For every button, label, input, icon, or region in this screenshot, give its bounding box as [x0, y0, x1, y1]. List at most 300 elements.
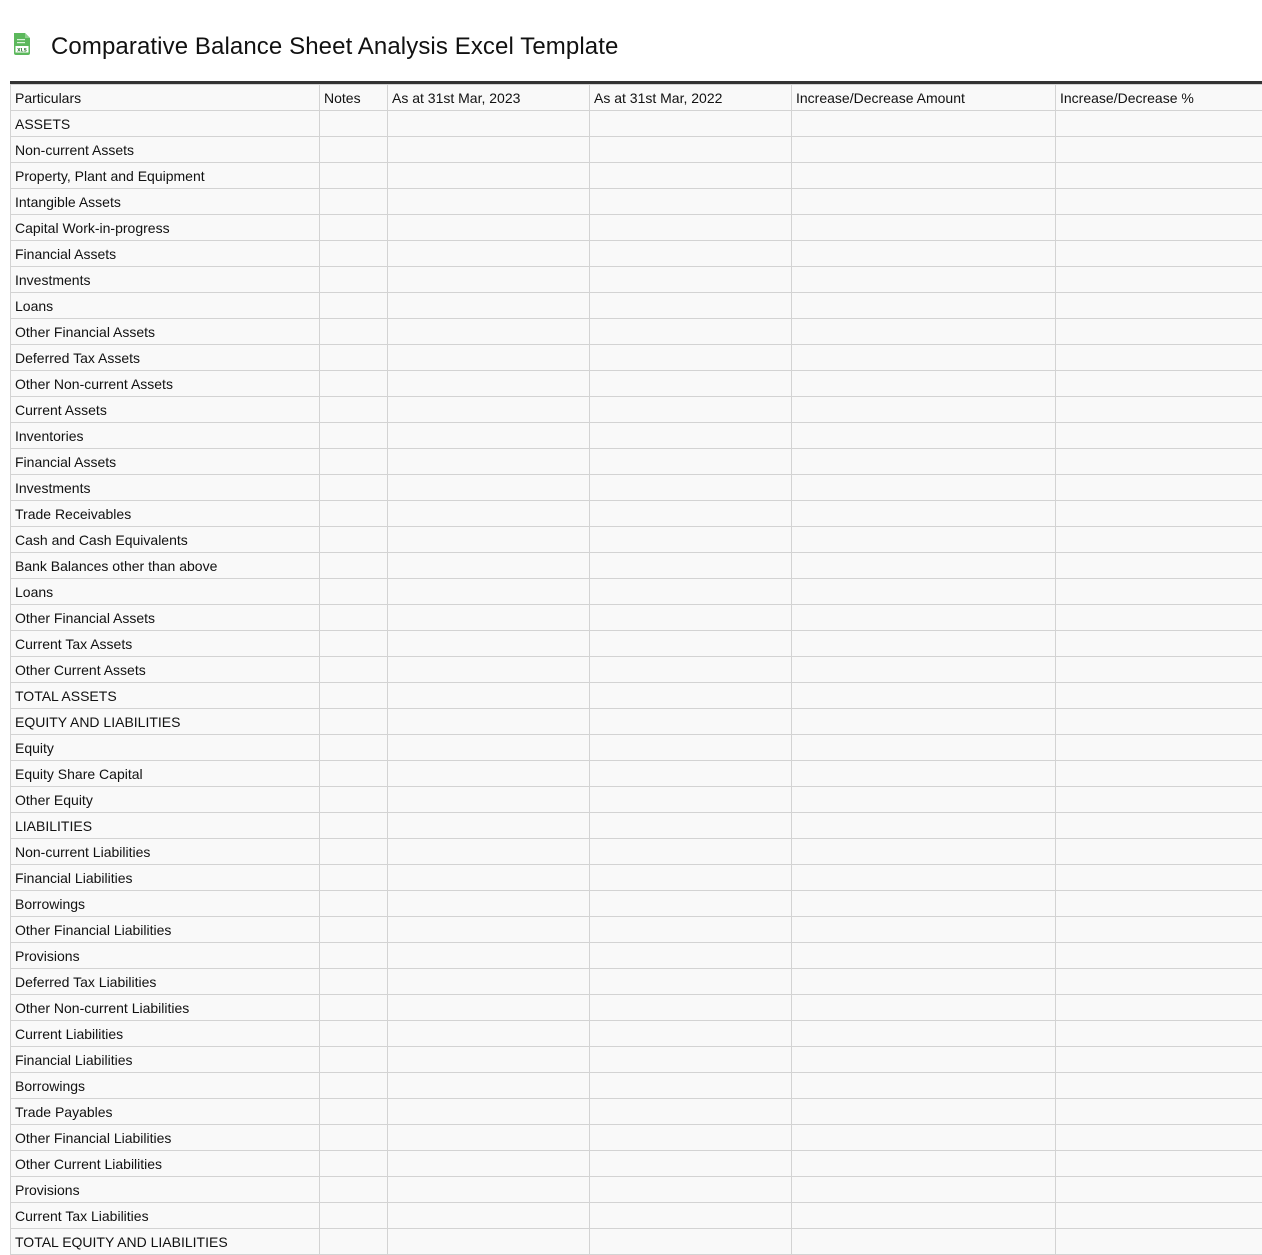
- cell-notes[interactable]: [320, 293, 388, 319]
- cell-fy2022[interactable]: [590, 1073, 792, 1099]
- cell-fy2023[interactable]: [388, 111, 590, 137]
- cell-change-pct[interactable]: [1056, 397, 1262, 423]
- cell-fy2023[interactable]: [388, 891, 590, 917]
- table-row: [11, 1073, 1262, 1099]
- cell-change-amount[interactable]: [792, 189, 1056, 215]
- cell-change-pct[interactable]: [1056, 371, 1262, 397]
- cell-notes[interactable]: [320, 137, 388, 163]
- cell-change-amount[interactable]: [792, 1177, 1056, 1203]
- cell-notes[interactable]: [320, 189, 388, 215]
- cell-fy2023[interactable]: [388, 943, 590, 969]
- cell-change-pct[interactable]: [1056, 839, 1262, 865]
- table-row: [11, 1177, 1262, 1203]
- cell-change-pct[interactable]: [1056, 813, 1262, 839]
- cell-fy2022[interactable]: [590, 631, 792, 657]
- cell-change-pct[interactable]: [1056, 189, 1262, 215]
- cell-change-pct[interactable]: [1056, 553, 1262, 579]
- cell-notes[interactable]: [320, 1125, 388, 1151]
- cell-particulars: Financial Liabilities: [11, 1047, 320, 1073]
- cell-change-amount[interactable]: [792, 293, 1056, 319]
- table-row: [11, 475, 1262, 501]
- cell-notes[interactable]: [320, 111, 388, 137]
- cell-change-amount[interactable]: [792, 813, 1056, 839]
- cell-fy2022[interactable]: [590, 579, 792, 605]
- table-row: [11, 631, 1262, 657]
- cell-notes[interactable]: [320, 709, 388, 735]
- table-row: [11, 345, 1262, 371]
- cell-change-amount[interactable]: [792, 1073, 1056, 1099]
- cell-change-pct[interactable]: [1056, 215, 1262, 241]
- cell-notes[interactable]: [320, 969, 388, 995]
- cell-fy2023[interactable]: [388, 215, 590, 241]
- table-header-row: [11, 85, 1262, 111]
- cell-change-amount[interactable]: [792, 995, 1056, 1021]
- cell-fy2022[interactable]: [590, 761, 792, 787]
- cell-particulars: Trade Payables: [11, 1099, 320, 1125]
- cell-particulars: Other Non-current Liabilities: [11, 995, 320, 1021]
- cell-fy2022[interactable]: [590, 319, 792, 345]
- table-row: [11, 1203, 1262, 1229]
- cell-change-amount[interactable]: [792, 1099, 1056, 1125]
- cell-fy2023[interactable]: [388, 1177, 590, 1203]
- cell-fy2023[interactable]: [388, 917, 590, 943]
- cell-change-amount[interactable]: [792, 527, 1056, 553]
- cell-change-pct[interactable]: [1056, 1047, 1262, 1073]
- cell-fy2023[interactable]: [388, 475, 590, 501]
- cell-change-pct[interactable]: [1056, 267, 1262, 293]
- cell-change-pct[interactable]: [1056, 1229, 1262, 1255]
- cell-particulars: Deferred Tax Liabilities: [11, 969, 320, 995]
- cell-particulars: Intangible Assets: [11, 189, 320, 215]
- cell-change-pct[interactable]: [1056, 1073, 1262, 1099]
- cell-notes[interactable]: [320, 735, 388, 761]
- cell-fy2022[interactable]: [590, 917, 792, 943]
- cell-change-pct[interactable]: [1056, 761, 1262, 787]
- cell-change-pct[interactable]: [1056, 1177, 1262, 1203]
- cell-fy2023[interactable]: [388, 787, 590, 813]
- table-row: [11, 735, 1262, 761]
- cell-notes[interactable]: [320, 501, 388, 527]
- table-row: [11, 657, 1262, 683]
- cell-fy2022[interactable]: [590, 553, 792, 579]
- cell-fy2022[interactable]: [590, 163, 792, 189]
- cell-notes[interactable]: [320, 1177, 388, 1203]
- table-row: [11, 1047, 1262, 1073]
- cell-fy2023[interactable]: [388, 137, 590, 163]
- cell-fy2022[interactable]: [590, 371, 792, 397]
- cell-fy2022[interactable]: [590, 995, 792, 1021]
- cell-notes[interactable]: [320, 839, 388, 865]
- cell-change-amount[interactable]: [792, 891, 1056, 917]
- cell-particulars: Inventories: [11, 423, 320, 449]
- cell-change-pct[interactable]: [1056, 501, 1262, 527]
- cell-change-amount[interactable]: [792, 865, 1056, 891]
- cell-fy2023[interactable]: [388, 631, 590, 657]
- cell-particulars: Cash and Cash Equivalents: [11, 527, 320, 553]
- cell-change-pct[interactable]: [1056, 735, 1262, 761]
- cell-fy2022[interactable]: [590, 475, 792, 501]
- table-row: [11, 553, 1262, 579]
- cell-fy2022[interactable]: [590, 683, 792, 709]
- cell-fy2023[interactable]: [388, 761, 590, 787]
- cell-notes[interactable]: [320, 917, 388, 943]
- cell-fy2022[interactable]: [590, 111, 792, 137]
- cell-particulars: Current Liabilities: [11, 1021, 320, 1047]
- cell-fy2023[interactable]: [388, 527, 590, 553]
- cell-change-amount[interactable]: [792, 163, 1056, 189]
- table-row: [11, 215, 1262, 241]
- cell-fy2023[interactable]: [388, 553, 590, 579]
- cell-change-pct[interactable]: [1056, 683, 1262, 709]
- cell-notes[interactable]: [320, 683, 388, 709]
- cell-change-amount[interactable]: [792, 371, 1056, 397]
- cell-particulars: Provisions: [11, 1177, 320, 1203]
- cell-fy2023[interactable]: [388, 839, 590, 865]
- cell-notes[interactable]: [320, 1203, 388, 1229]
- cell-change-pct[interactable]: [1056, 1125, 1262, 1151]
- column-header-fy2022: As at 31st Mar, 2022: [590, 85, 792, 111]
- cell-notes[interactable]: [320, 475, 388, 501]
- cell-fy2022[interactable]: [590, 943, 792, 969]
- cell-notes[interactable]: [320, 761, 388, 787]
- cell-notes[interactable]: [320, 579, 388, 605]
- cell-change-pct[interactable]: [1056, 865, 1262, 891]
- cell-notes[interactable]: [320, 865, 388, 891]
- table-row: [11, 1151, 1262, 1177]
- table-row: [11, 501, 1262, 527]
- balance-sheet-table-container: [10, 81, 1262, 1255]
- cell-change-pct[interactable]: [1056, 1099, 1262, 1125]
- cell-notes[interactable]: [320, 657, 388, 683]
- cell-fy2023[interactable]: [388, 371, 590, 397]
- cell-fy2022[interactable]: [590, 267, 792, 293]
- table-row: [11, 267, 1262, 293]
- cell-change-amount[interactable]: [792, 969, 1056, 995]
- cell-particulars: Borrowings: [11, 891, 320, 917]
- cell-fy2023[interactable]: [388, 709, 590, 735]
- cell-change-pct[interactable]: [1056, 241, 1262, 267]
- cell-particulars: Equity Share Capital: [11, 761, 320, 787]
- table-row: [11, 293, 1262, 319]
- cell-change-amount[interactable]: [792, 241, 1056, 267]
- cell-change-pct[interactable]: [1056, 891, 1262, 917]
- cell-change-amount[interactable]: [792, 1125, 1056, 1151]
- cell-fy2022[interactable]: [590, 657, 792, 683]
- cell-fy2023[interactable]: [388, 579, 590, 605]
- cell-change-amount[interactable]: [792, 657, 1056, 683]
- cell-change-amount[interactable]: [792, 423, 1056, 449]
- table-row: [11, 813, 1262, 839]
- cell-particulars: Other Financial Assets: [11, 319, 320, 345]
- cell-fy2023[interactable]: [388, 1021, 590, 1047]
- cell-fy2023[interactable]: [388, 1229, 590, 1255]
- cell-fy2022[interactable]: [590, 449, 792, 475]
- cell-notes[interactable]: [320, 449, 388, 475]
- table-row: [11, 423, 1262, 449]
- table-row: [11, 839, 1262, 865]
- cell-fy2023[interactable]: [388, 605, 590, 631]
- cell-change-amount[interactable]: [792, 215, 1056, 241]
- column-header-particulars: Particulars: [11, 85, 320, 111]
- cell-change-amount[interactable]: [792, 1229, 1056, 1255]
- cell-notes[interactable]: [320, 215, 388, 241]
- cell-particulars: Financial Assets: [11, 241, 320, 267]
- cell-fy2023[interactable]: [388, 397, 590, 423]
- cell-change-amount[interactable]: [792, 839, 1056, 865]
- cell-notes[interactable]: [320, 319, 388, 345]
- table-row: [11, 709, 1262, 735]
- cell-fy2022[interactable]: [590, 293, 792, 319]
- cell-fy2023[interactable]: [388, 423, 590, 449]
- table-row: [11, 111, 1262, 137]
- cell-change-pct[interactable]: [1056, 709, 1262, 735]
- table-row: [11, 163, 1262, 189]
- cell-fy2022[interactable]: [590, 1229, 792, 1255]
- cell-particulars: TOTAL ASSETS: [11, 683, 320, 709]
- cell-fy2022[interactable]: [590, 839, 792, 865]
- cell-change-amount[interactable]: [792, 787, 1056, 813]
- cell-notes[interactable]: [320, 345, 388, 371]
- cell-particulars: Property, Plant and Equipment: [11, 163, 320, 189]
- cell-fy2023[interactable]: [388, 189, 590, 215]
- cell-change-amount[interactable]: [792, 1047, 1056, 1073]
- cell-change-pct[interactable]: [1056, 423, 1262, 449]
- column-header-notes: Notes: [320, 85, 388, 111]
- cell-particulars: Non-current Assets: [11, 137, 320, 163]
- cell-change-pct[interactable]: [1056, 1021, 1262, 1047]
- cell-change-amount[interactable]: [792, 943, 1056, 969]
- cell-fy2023[interactable]: [388, 1125, 590, 1151]
- cell-change-pct[interactable]: [1056, 943, 1262, 969]
- cell-particulars: Investments: [11, 267, 320, 293]
- cell-particulars: Deferred Tax Assets: [11, 345, 320, 371]
- table-row: [11, 319, 1262, 345]
- cell-change-amount[interactable]: [792, 917, 1056, 943]
- cell-notes[interactable]: [320, 163, 388, 189]
- cell-change-amount[interactable]: [792, 111, 1056, 137]
- cell-notes[interactable]: [320, 943, 388, 969]
- cell-change-amount[interactable]: [792, 683, 1056, 709]
- cell-fy2022[interactable]: [590, 241, 792, 267]
- cell-change-amount[interactable]: [792, 709, 1056, 735]
- cell-fy2023[interactable]: [388, 319, 590, 345]
- cell-particulars: Other Current Liabilities: [11, 1151, 320, 1177]
- cell-fy2022[interactable]: [590, 423, 792, 449]
- cell-change-pct[interactable]: [1056, 995, 1262, 1021]
- cell-notes[interactable]: [320, 995, 388, 1021]
- cell-fy2022[interactable]: [590, 605, 792, 631]
- cell-particulars: Provisions: [11, 943, 320, 969]
- cell-fy2023[interactable]: [388, 1073, 590, 1099]
- cell-particulars: Borrowings: [11, 1073, 320, 1099]
- cell-change-amount[interactable]: [792, 501, 1056, 527]
- table-row: [11, 1099, 1262, 1125]
- cell-fy2023[interactable]: [388, 657, 590, 683]
- cell-notes[interactable]: [320, 241, 388, 267]
- cell-fy2022[interactable]: [590, 1099, 792, 1125]
- cell-fy2023[interactable]: [388, 683, 590, 709]
- cell-fy2022[interactable]: [590, 813, 792, 839]
- cell-fy2022[interactable]: [590, 709, 792, 735]
- cell-fy2023[interactable]: [388, 1203, 590, 1229]
- cell-fy2023[interactable]: [388, 345, 590, 371]
- cell-notes[interactable]: [320, 371, 388, 397]
- cell-fy2023[interactable]: [388, 813, 590, 839]
- cell-change-pct[interactable]: [1056, 527, 1262, 553]
- cell-change-pct[interactable]: [1056, 319, 1262, 345]
- cell-change-amount[interactable]: [792, 605, 1056, 631]
- table-row: [11, 761, 1262, 787]
- cell-notes[interactable]: [320, 631, 388, 657]
- cell-change-pct[interactable]: [1056, 605, 1262, 631]
- table-row: [11, 891, 1262, 917]
- table-row: [11, 605, 1262, 631]
- cell-particulars: Current Assets: [11, 397, 320, 423]
- cell-fy2023[interactable]: [388, 865, 590, 891]
- cell-particulars: Other Financial Liabilities: [11, 917, 320, 943]
- cell-fy2022[interactable]: [590, 891, 792, 917]
- cell-change-pct[interactable]: [1056, 293, 1262, 319]
- cell-fy2022[interactable]: [590, 137, 792, 163]
- cell-change-amount[interactable]: [792, 397, 1056, 423]
- cell-change-pct[interactable]: [1056, 163, 1262, 189]
- cell-change-pct[interactable]: [1056, 787, 1262, 813]
- cell-change-amount[interactable]: [792, 761, 1056, 787]
- cell-fy2022[interactable]: [590, 865, 792, 891]
- cell-change-pct[interactable]: [1056, 969, 1262, 995]
- cell-notes[interactable]: [320, 787, 388, 813]
- cell-notes[interactable]: [320, 1073, 388, 1099]
- cell-change-amount[interactable]: [792, 345, 1056, 371]
- cell-fy2022[interactable]: [590, 1021, 792, 1047]
- cell-fy2022[interactable]: [590, 527, 792, 553]
- cell-fy2023[interactable]: [388, 267, 590, 293]
- cell-fy2023[interactable]: [388, 1099, 590, 1125]
- cell-change-amount[interactable]: [792, 579, 1056, 605]
- cell-fy2023[interactable]: [388, 969, 590, 995]
- cell-change-amount[interactable]: [792, 267, 1056, 293]
- cell-fy2022[interactable]: [590, 215, 792, 241]
- cell-notes[interactable]: [320, 1047, 388, 1073]
- cell-change-amount[interactable]: [792, 735, 1056, 761]
- cell-change-pct[interactable]: [1056, 631, 1262, 657]
- cell-particulars: Other Financial Assets: [11, 605, 320, 631]
- column-header-change-pct: Increase/Decrease %: [1056, 85, 1262, 111]
- cell-change-amount[interactable]: [792, 137, 1056, 163]
- cell-fy2023[interactable]: [388, 995, 590, 1021]
- table-row: [11, 189, 1262, 215]
- cell-change-amount[interactable]: [792, 631, 1056, 657]
- cell-notes[interactable]: [320, 397, 388, 423]
- table-row: [11, 969, 1262, 995]
- cell-particulars: Financial Liabilities: [11, 865, 320, 891]
- cell-fy2022[interactable]: [590, 1047, 792, 1073]
- cell-fy2023[interactable]: [388, 1151, 590, 1177]
- cell-fy2022[interactable]: [590, 397, 792, 423]
- column-header-change-amount: Increase/Decrease Amount: [792, 85, 1056, 111]
- cell-fy2023[interactable]: [388, 163, 590, 189]
- cell-notes[interactable]: [320, 267, 388, 293]
- cell-change-pct[interactable]: [1056, 111, 1262, 137]
- table-row: [11, 917, 1262, 943]
- cell-notes[interactable]: [320, 891, 388, 917]
- cell-fy2023[interactable]: [388, 293, 590, 319]
- cell-particulars: Trade Receivables: [11, 501, 320, 527]
- cell-particulars: Other Current Assets: [11, 657, 320, 683]
- cell-change-amount[interactable]: [792, 475, 1056, 501]
- cell-change-pct[interactable]: [1056, 1203, 1262, 1229]
- cell-notes[interactable]: [320, 813, 388, 839]
- cell-particulars: Current Tax Liabilities: [11, 1203, 320, 1229]
- cell-notes[interactable]: [320, 1151, 388, 1177]
- cell-change-pct[interactable]: [1056, 1151, 1262, 1177]
- table-row: [11, 527, 1262, 553]
- cell-fy2022[interactable]: [590, 735, 792, 761]
- xls-file-icon: [12, 32, 32, 56]
- cell-change-amount[interactable]: [792, 1151, 1056, 1177]
- cell-fy2022[interactable]: [590, 969, 792, 995]
- table-row: [11, 865, 1262, 891]
- cell-notes[interactable]: [320, 1021, 388, 1047]
- cell-change-pct[interactable]: [1056, 579, 1262, 605]
- cell-change-pct[interactable]: [1056, 475, 1262, 501]
- cell-notes[interactable]: [320, 423, 388, 449]
- cell-fy2022[interactable]: [590, 787, 792, 813]
- cell-particulars: ASSETS: [11, 111, 320, 137]
- cell-fy2023[interactable]: [388, 501, 590, 527]
- cell-fy2022[interactable]: [590, 1151, 792, 1177]
- cell-change-amount[interactable]: [792, 1203, 1056, 1229]
- page-header: [12, 30, 618, 64]
- cell-fy2022[interactable]: [590, 501, 792, 527]
- balance-sheet-table: [10, 84, 1262, 1255]
- cell-particulars: EQUITY AND LIABILITIES: [11, 709, 320, 735]
- cell-particulars: Investments: [11, 475, 320, 501]
- cell-fy2022[interactable]: [590, 1203, 792, 1229]
- cell-fy2022[interactable]: [590, 189, 792, 215]
- cell-particulars: Loans: [11, 579, 320, 605]
- cell-change-amount[interactable]: [792, 1021, 1056, 1047]
- cell-change-pct[interactable]: [1056, 917, 1262, 943]
- cell-fy2023[interactable]: [388, 449, 590, 475]
- cell-fy2023[interactable]: [388, 241, 590, 267]
- cell-notes[interactable]: [320, 1229, 388, 1255]
- cell-change-pct[interactable]: [1056, 137, 1262, 163]
- cell-change-amount[interactable]: [792, 319, 1056, 345]
- cell-fy2023[interactable]: [388, 735, 590, 761]
- cell-change-pct[interactable]: [1056, 657, 1262, 683]
- table-row: [11, 943, 1262, 969]
- cell-fy2023[interactable]: [388, 1047, 590, 1073]
- cell-change-pct[interactable]: [1056, 449, 1262, 475]
- cell-particulars: Equity: [11, 735, 320, 761]
- cell-notes[interactable]: [320, 605, 388, 631]
- cell-notes[interactable]: [320, 527, 388, 553]
- cell-notes[interactable]: [320, 1099, 388, 1125]
- cell-notes[interactable]: [320, 553, 388, 579]
- cell-particulars: Current Tax Assets: [11, 631, 320, 657]
- table-row: [11, 1229, 1262, 1255]
- cell-fy2022[interactable]: [590, 345, 792, 371]
- cell-fy2022[interactable]: [590, 1125, 792, 1151]
- cell-change-amount[interactable]: [792, 553, 1056, 579]
- cell-particulars: LIABILITIES: [11, 813, 320, 839]
- cell-fy2022[interactable]: [590, 1177, 792, 1203]
- table-body: [11, 111, 1262, 1255]
- cell-particulars: Capital Work-in-progress: [11, 215, 320, 241]
- cell-change-pct[interactable]: [1056, 345, 1262, 371]
- cell-change-amount[interactable]: [792, 449, 1056, 475]
